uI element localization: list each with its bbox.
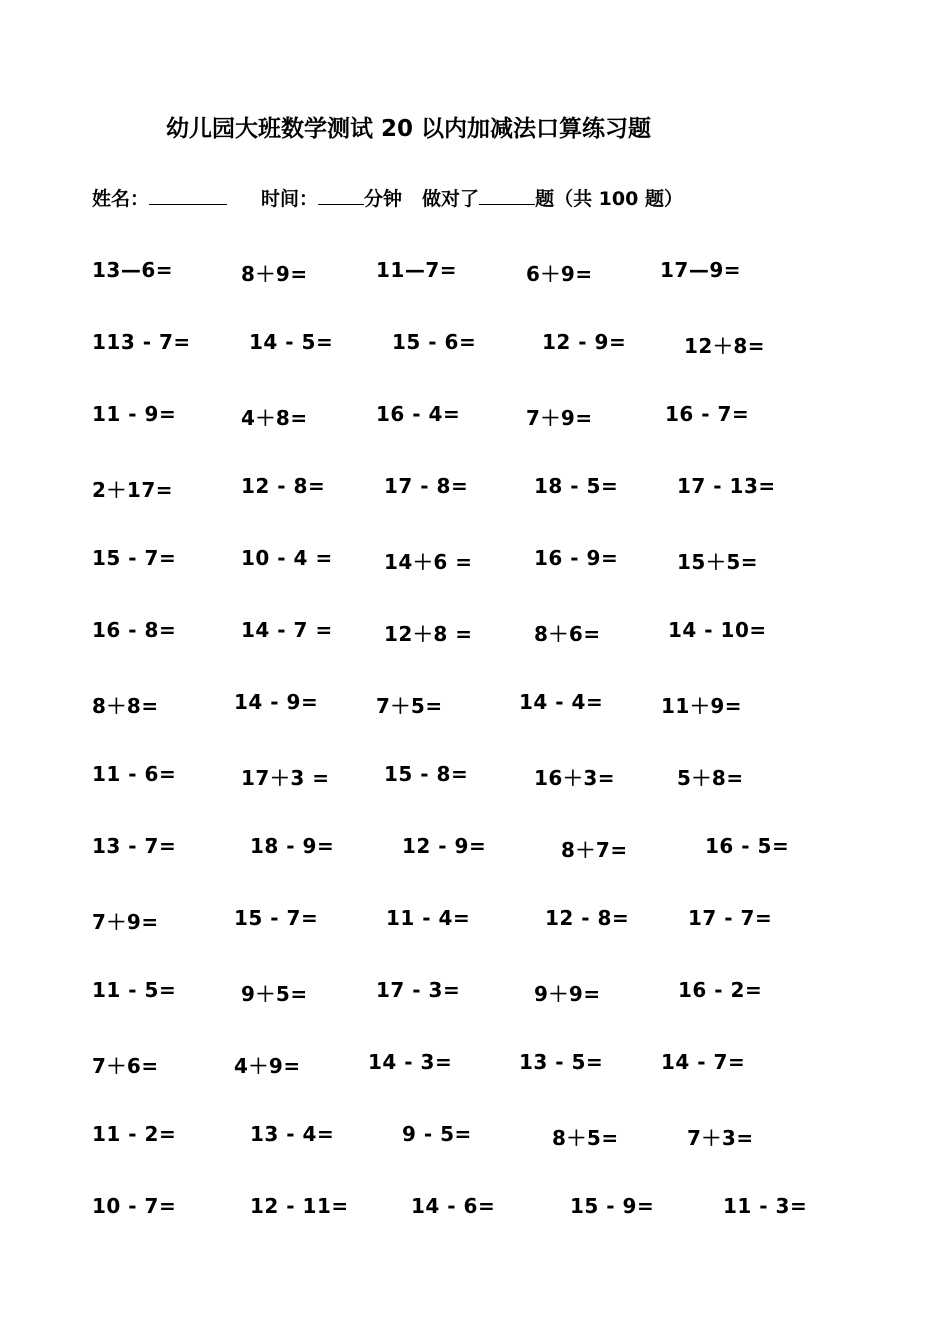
math-problem: 11 - 6= [92, 762, 177, 786]
math-problem: 12 - 8= [545, 906, 630, 930]
math-problem: 5＋8= [677, 766, 744, 790]
math-problem: 9 - 5= [402, 1122, 472, 1146]
math-problem: 14＋6 = [384, 550, 473, 574]
math-problem: 13 - 4= [250, 1122, 335, 1146]
math-problem: 16 - 4= [376, 402, 461, 426]
math-problem: 13 - 7= [92, 834, 177, 858]
math-problem: 10 - 7= [92, 1194, 177, 1218]
math-problem: 7＋5= [376, 694, 443, 718]
math-problem: 15 - 6= [392, 330, 477, 354]
math-problem: 13—6= [92, 258, 174, 282]
math-problem: 12 - 9= [402, 834, 487, 858]
math-problem: 11—7= [376, 258, 458, 282]
math-problem: 14 - 6= [411, 1194, 496, 1218]
student-info-line [92, 184, 683, 211]
math-problem: 12＋8 = [384, 622, 473, 646]
math-problem: 8＋8= [92, 694, 159, 718]
math-problem: 11 - 2= [92, 1122, 177, 1146]
math-problem: 17 - 3= [376, 978, 461, 1002]
problem-row [0, 1194, 950, 1224]
math-problem: 16 - 8= [92, 618, 177, 642]
math-problem: 12 - 9= [542, 330, 627, 354]
math-problem: 15 - 8= [384, 762, 469, 786]
time-label: 时间： [261, 188, 319, 210]
problem-row [0, 1122, 950, 1152]
math-problem: 7＋3= [687, 1126, 754, 1150]
problem-row [0, 618, 950, 648]
math-problem: 9＋5= [241, 982, 308, 1006]
math-problem: 14 - 7 = [241, 618, 333, 642]
problem-row [0, 1050, 950, 1080]
problem-row [0, 402, 950, 432]
math-problem: 16 - 7= [665, 402, 750, 426]
math-problem: 12＋8= [684, 334, 766, 358]
math-problem: 7＋6= [92, 1054, 159, 1078]
minutes-label: 分钟 [364, 188, 403, 210]
math-problem: 113 - 7= [92, 330, 191, 354]
math-problem: 7＋9= [92, 910, 159, 934]
math-problem: 18 - 5= [534, 474, 619, 498]
math-problem: 17 - 7= [688, 906, 773, 930]
math-problem: 8＋7= [561, 838, 628, 862]
math-problem: 14 - 5= [249, 330, 334, 354]
name-label: 姓名： [92, 188, 150, 210]
math-problem: 10 - 4 = [241, 546, 333, 570]
math-problem: 12 - 11= [250, 1194, 349, 1218]
math-problem: 8＋6= [534, 622, 601, 646]
math-problem: 14 - 3= [368, 1050, 453, 1074]
math-problem: 11 - 3= [723, 1194, 808, 1218]
math-problem: 11 - 9= [92, 402, 177, 426]
math-problem: 11 - 4= [386, 906, 471, 930]
math-problem: 14 - 10= [668, 618, 767, 642]
problem-row [0, 834, 950, 864]
math-problem: 2＋17= [92, 478, 174, 502]
math-problem: 4＋8= [241, 406, 308, 430]
problem-row [0, 330, 950, 360]
math-problem: 18 - 9= [250, 834, 335, 858]
math-problem: 14 - 7= [661, 1050, 746, 1074]
problem-row [0, 762, 950, 792]
math-problem: 7＋9= [526, 406, 593, 430]
math-problem: 9＋9= [534, 982, 601, 1006]
math-problem: 15 - 7= [234, 906, 319, 930]
math-problem: 15＋5= [677, 550, 759, 574]
correct-count-blank[interactable] [479, 188, 535, 205]
math-problem: 15 - 7= [92, 546, 177, 570]
math-problem: 16 - 5= [705, 834, 790, 858]
math-problem: 16＋3= [534, 766, 616, 790]
name-blank[interactable] [149, 188, 227, 205]
math-problem: 4＋9= [234, 1054, 301, 1078]
problem-row [0, 474, 950, 504]
math-problem: 17—9= [660, 258, 742, 282]
problem-row [0, 258, 950, 288]
math-problem: 8＋9= [241, 262, 308, 286]
math-problem: 15 - 9= [570, 1194, 655, 1218]
math-problem: 16 - 9= [534, 546, 619, 570]
math-problem: 13 - 5= [519, 1050, 604, 1074]
math-problem: 11＋9= [661, 694, 743, 718]
problem-row [0, 546, 950, 576]
math-problem: 17 - 13= [677, 474, 776, 498]
correct-label: 做对了 [422, 188, 480, 210]
math-problem: 12 - 8= [241, 474, 326, 498]
math-problem: 8＋5= [552, 1126, 619, 1150]
time-blank[interactable] [318, 188, 364, 205]
math-problem: 14 - 4= [519, 690, 604, 714]
problem-row [0, 978, 950, 1008]
problem-row [0, 906, 950, 936]
math-problem: 17＋3 = [241, 766, 330, 790]
questions-label: 题（共 100 题） [535, 188, 683, 210]
problem-row [0, 690, 950, 720]
math-problem: 16 - 2= [678, 978, 763, 1002]
math-problem: 6＋9= [526, 262, 593, 286]
math-problem: 11 - 5= [92, 978, 177, 1002]
page-title: 幼儿园大班数学测试 20 以内加减法口算练习题 [166, 116, 652, 142]
math-problem: 14 - 9= [234, 690, 319, 714]
math-problem: 17 - 8= [384, 474, 469, 498]
